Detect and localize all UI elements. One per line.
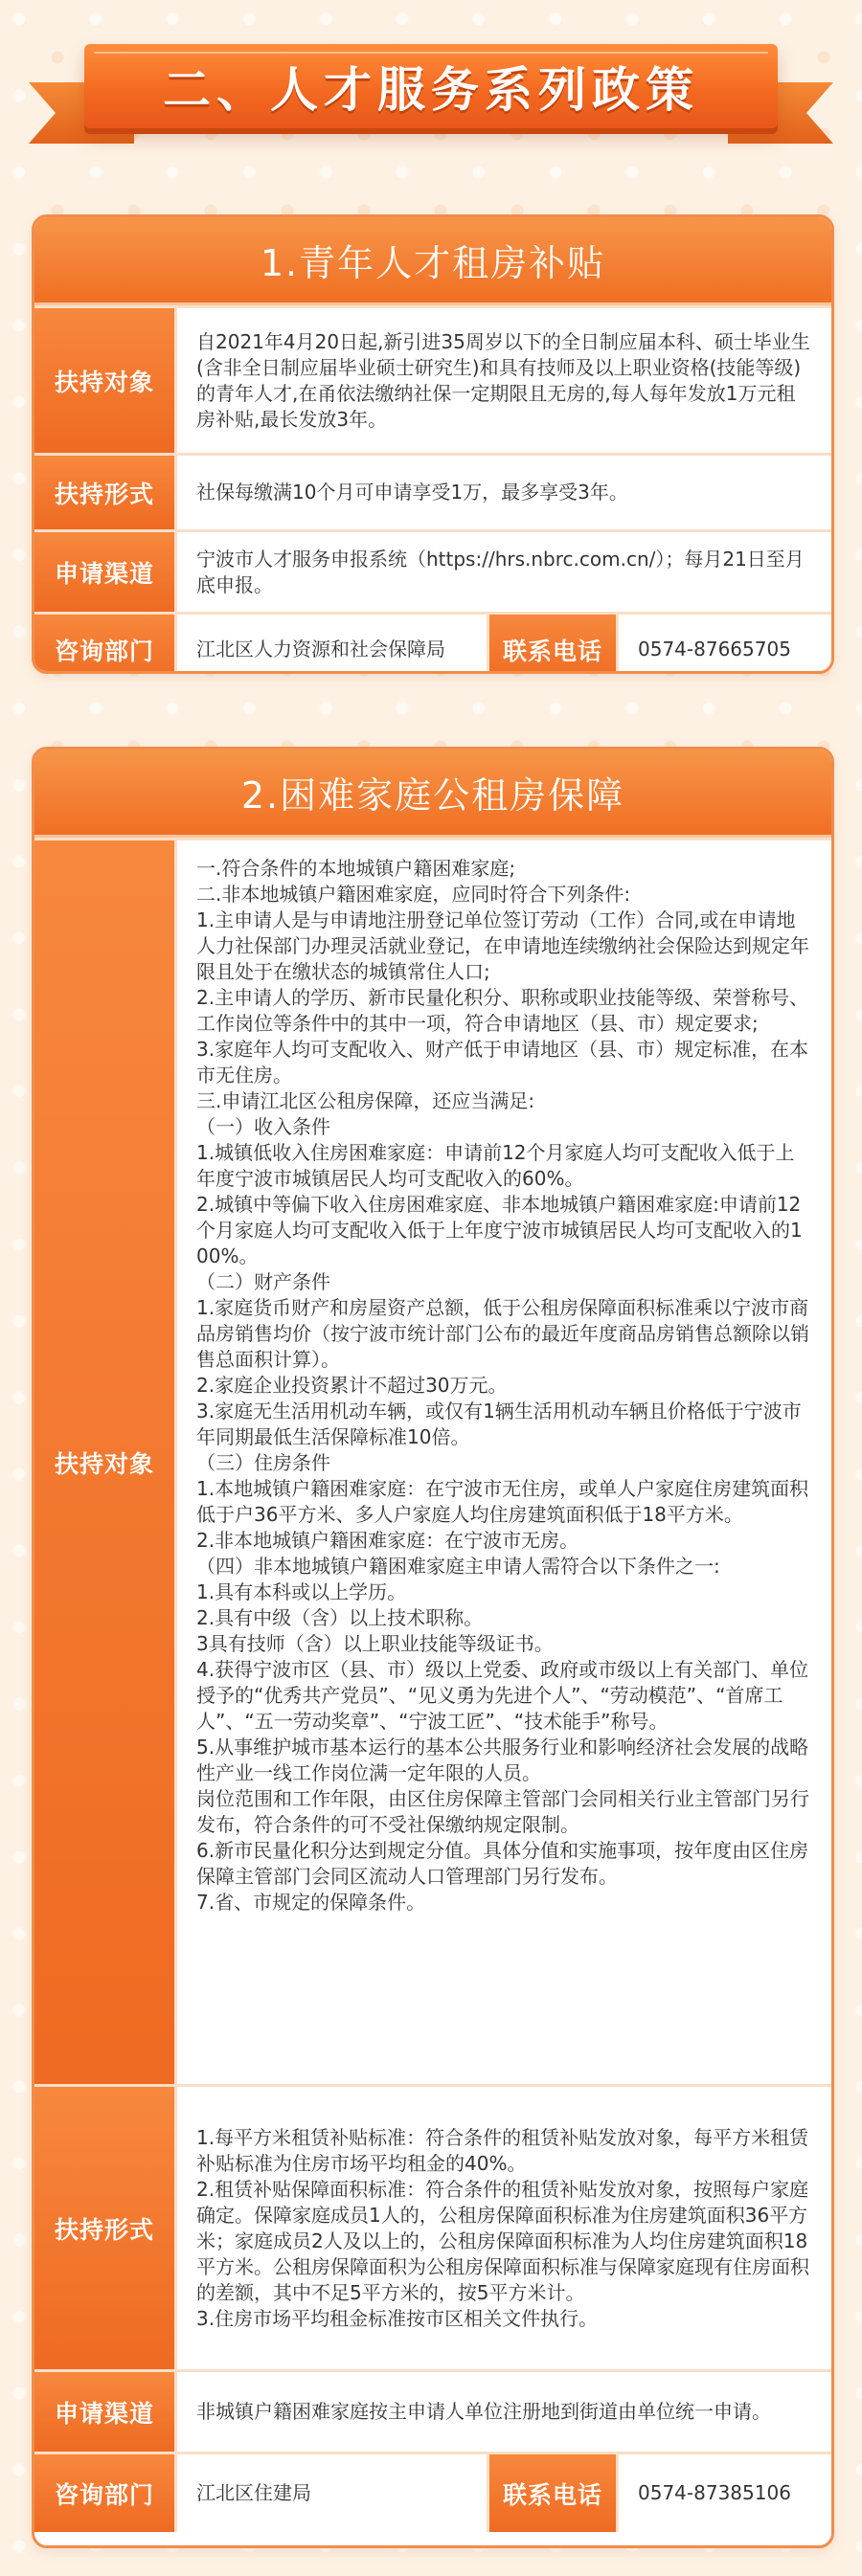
row-eligibility bbox=[34, 305, 831, 453]
row-contact bbox=[34, 612, 831, 674]
eligibility-text: 自2021年4月20日起,新引进35周岁以下的全日制应届本科、硕士毕业生(含非全日制应届毕业硕士研究生)和具有技师及以上职业资格(技能等级)的青年人才,在甬依法缴纳社保一定期限且无房的,每人每年发放1万元租房补贴,最长发放3年。 bbox=[196, 329, 810, 431]
row-value bbox=[619, 2454, 831, 2532]
row-label: 咨询部门 bbox=[34, 615, 177, 674]
row-label: 申请渠道 bbox=[34, 532, 177, 612]
row-value bbox=[177, 615, 487, 674]
phone-label: 联系电话 bbox=[487, 2454, 619, 2532]
row-label: 扶持形式 bbox=[34, 456, 177, 529]
row-label: 咨询部门 bbox=[34, 2454, 177, 2532]
page-banner bbox=[0, 27, 862, 151]
row-channel bbox=[34, 529, 831, 612]
section-title: 1.青年人才租房补贴 bbox=[34, 217, 831, 305]
channel-text: 非城镇户籍困难家庭按主申请人单位注册地到街道由单位统一申请。 bbox=[196, 2400, 771, 2423]
row-value bbox=[177, 2372, 831, 2452]
banner-plate bbox=[84, 44, 778, 128]
phone-label: 联系电话 bbox=[487, 615, 619, 674]
row-eligibility bbox=[34, 838, 831, 2084]
section-title: 2.困难家庭公租房保障 bbox=[34, 750, 831, 838]
row-value bbox=[177, 2087, 831, 2369]
row-support-form bbox=[34, 453, 831, 529]
department-text: 江北区人力资源和社会保障局 bbox=[196, 638, 445, 661]
row-label: 扶持对象 bbox=[34, 840, 177, 2084]
row-label: 申请渠道 bbox=[34, 2372, 177, 2452]
phone-number[interactable]: 0574-87665705 bbox=[638, 638, 791, 661]
channel-text: 宁波市人才服务申报系统（https://hrs.nbrc.com.cn/）；每月21日至月底申报。 bbox=[196, 547, 805, 596]
section-public-rental-housing bbox=[32, 747, 834, 2548]
row-channel bbox=[34, 2369, 831, 2452]
eligibility-text: 一.符合条件的本地城镇户籍困难家庭; 二.非本地城镇户籍困难家庭，应同时符合下列条件: 1.主申请人是与申请地注册登记单位签订劳动（工作）合同,或在申请地人力社保部门办理灵活就业登记，在申请地连续缴纳社会保险达到规定年限且处于在缴状态的城镇常住人口; 2.主申请人的学历、新市民量化积分、职称或职业技能等级、荣誉称号、工作岗位等条件中的其中一项，符合申请地区（县、市）规定要求; 3.家庭年人均可支配收入、财产低于申请地区（县、市）规定标准，在本市无住房。 三.申请江北区公租房保障，还应当满足: （一）收入条件 1.城镇低收入住房困难家庭：申请前12个月家庭人均可支配收入低于上年度宁波市城镇居民人均可支配收入的60%。 2.城镇中等偏下收入住房困难家庭、非本地城镇户籍困难家庭:申请前12个月家庭人均可支配收入低于上年度宁波市城镇居民人均可支配收入的100%。 （二）财产条件 1.家庭货币财产和房屋资产总额，低于公租房保障面积标准乘以宁波市商品房销售均价（按宁波市统计部门公布的最近年度商品房销售总额除以销售总面积计算）。 2.家庭企业投资累计不超过30万元。 3.家庭无生活用机动车辆，或仅有1辆生活用机动车辆且价格低于宁波市年同期最低生活保障标准10倍。 （三）住房条件 1.本地城镇户籍困难家庭：在宁波市无住房，或单人户家庭住房建筑面积低于户36平方米、多人户家庭人均住房建筑面积低于18平方米。 2.非本地城镇户籍困难家庭：在宁波市无房。 （四）非本地城镇户籍困难家庭主申请人需符合以下条件之一: 1.具有本科或以上学历。 2.具有中级（含）以上技术职称。 3具有技师（含）以上职业技能等级证书。 4.获得宁波市区（县、市）级以上党委、政府或市级以上有关部门、单位授予的“优秀共产党员”、“见义勇为先进个人”、“劳动模范”、“首席工人”、“五一劳动奖章”、“宁波工匠”、“技术能手”称号。 5.从事维护城市基本运行的基本公共服务行业和影响经济社会发展的战略性产业一线工作岗位满一定年限的人员。 岗位范围和工作年限，由区住房保障主管部门会同相关行业主管部门另行发布，符合条件的可不受社保缴纳规定限制。 6.新市民量化积分达到规定分值。具体分值和实施事项，按年度由区住房保障主管部门会同区流动人口管理部门另行发布。 7.省、市规定的保障条件。 bbox=[196, 857, 809, 1914]
row-value bbox=[177, 2454, 487, 2532]
section-youth-rent-subsidy bbox=[32, 214, 834, 674]
row-value bbox=[619, 615, 831, 674]
row-value bbox=[177, 456, 831, 529]
row-label: 扶持对象 bbox=[34, 308, 177, 453]
support-form-text: 1.每平方米租赁补贴标准：符合条件的租赁补贴发放对象，每平方米租赁补贴标准为住房市场平均租金的40%。 2.租赁补贴保障面积标准：符合条件的租赁补贴发放对象，按照每户家庭确定。保障家庭成员1人的，公租房保障面积标准为住房建筑面积36平方米；家庭成员2人及以上的，公租房保障面积标准为人均住房建筑面积18平方米。公租房保障面积为公租房保障面积标准与保障家庭现有住房面积的差额，其中不足5平方米的，按5平方米计。 3.住房市场平均租金标准按市区相关文件执行。 bbox=[196, 2125, 809, 2330]
department-text: 江北区住建局 bbox=[196, 2481, 311, 2504]
row-value bbox=[177, 840, 831, 2084]
phone-number[interactable]: 0574-87385106 bbox=[638, 2481, 791, 2504]
row-contact bbox=[34, 2452, 831, 2532]
row-label: 扶持形式 bbox=[34, 2087, 177, 2369]
row-support-form bbox=[34, 2084, 831, 2369]
page-title: 二、人才服务系列政策 bbox=[163, 62, 699, 118]
support-form-text: 社保每缴满10个月可申请享受1万，最多享受3年。 bbox=[196, 481, 628, 504]
row-value bbox=[177, 532, 831, 612]
row-value bbox=[177, 308, 831, 453]
